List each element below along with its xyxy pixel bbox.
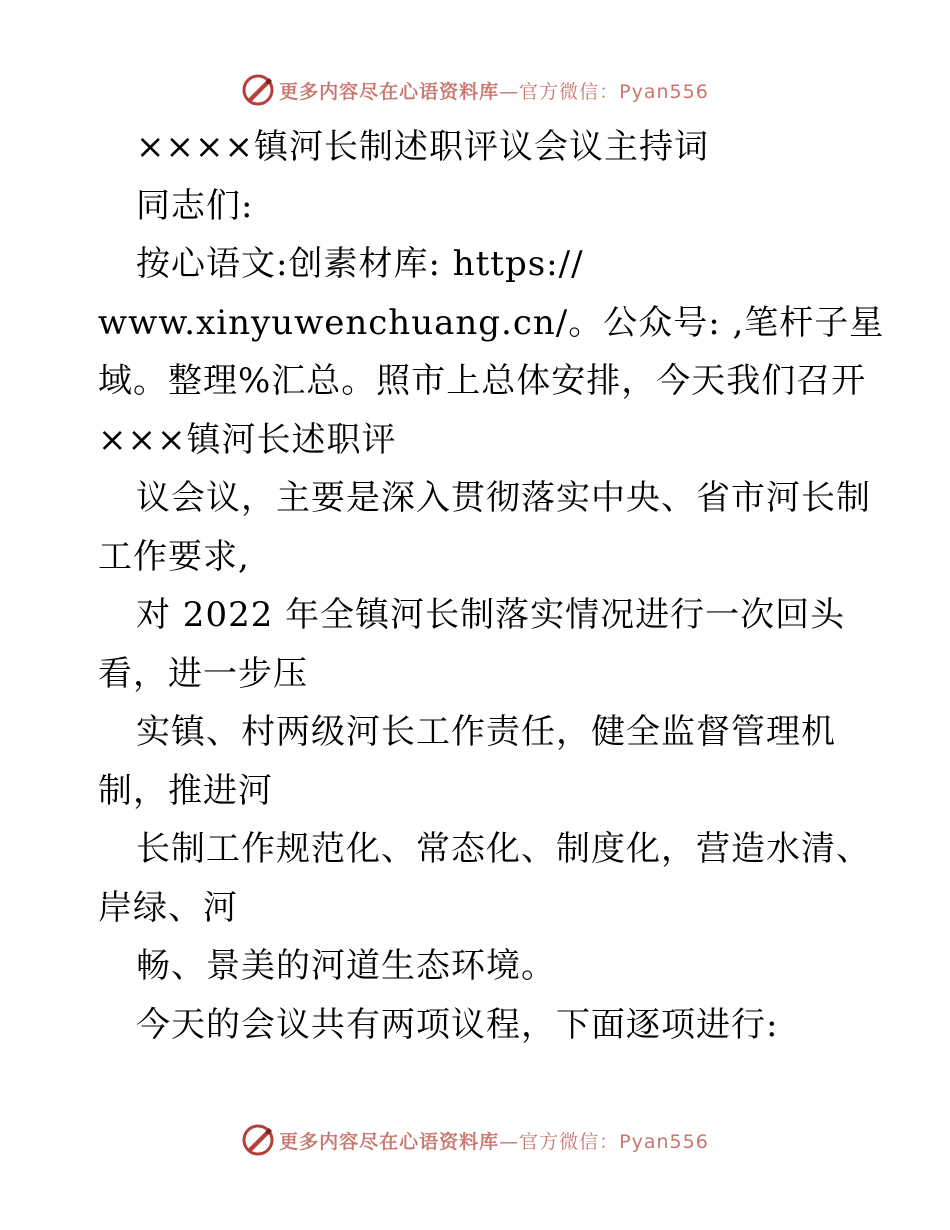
document-line: 今天的会议共有两项议程，下面逐项进行:: [136, 1004, 779, 1045]
watermark-dash: —: [499, 80, 520, 103]
pen-logo-icon: [241, 1123, 275, 1157]
document-line: 同志们:: [136, 185, 254, 226]
watermark-title: 更多内容尽在心语资料库: [279, 80, 500, 103]
watermark-wechat: 官方微信：Pyan556: [519, 1130, 709, 1153]
document-line: 畅、景美的河道生态环境。: [136, 946, 556, 986]
document-line: 工作要求,: [98, 536, 250, 577]
document-line: www.xinyuwenchuang.cn/。公众号: ,笔杆子星: [98, 302, 885, 343]
document-line: 对 2022 年全镇河长制落实情况进行一次回头: [136, 595, 846, 635]
document-line: 制，推进河: [98, 770, 273, 811]
document-line: 实镇、村两级河长工作责任，健全监督管理机: [136, 712, 836, 752]
document-line: 按心语文:创素材库: https://: [136, 244, 584, 284]
document-line: 域。整理%汇总。照市上总体安排，今天我们召开: [98, 361, 867, 401]
watermark-wechat: 官方微信：Pyan556: [519, 80, 709, 103]
pen-logo-icon: [241, 73, 275, 107]
document-line: 长制工作规范化、常态化、制度化，营造水清、: [136, 829, 871, 869]
document-line: 看，进一步压: [98, 653, 308, 694]
document-line: 议会议，主要是深入贯彻落实中央、省市河长制: [136, 478, 871, 518]
watermark-title: 更多内容尽在心语资料库: [279, 1130, 500, 1153]
document-line: ××××镇河长制述职评议会议主持词: [136, 127, 709, 167]
watermark-header: [0, 70, 950, 110]
document-line: 岸绿、河: [98, 887, 238, 928]
document-line: ×××镇河长述职评: [98, 419, 397, 460]
document-body: [98, 118, 885, 1054]
watermark-footer: [0, 1120, 950, 1160]
watermark-dash: —: [499, 1130, 520, 1153]
